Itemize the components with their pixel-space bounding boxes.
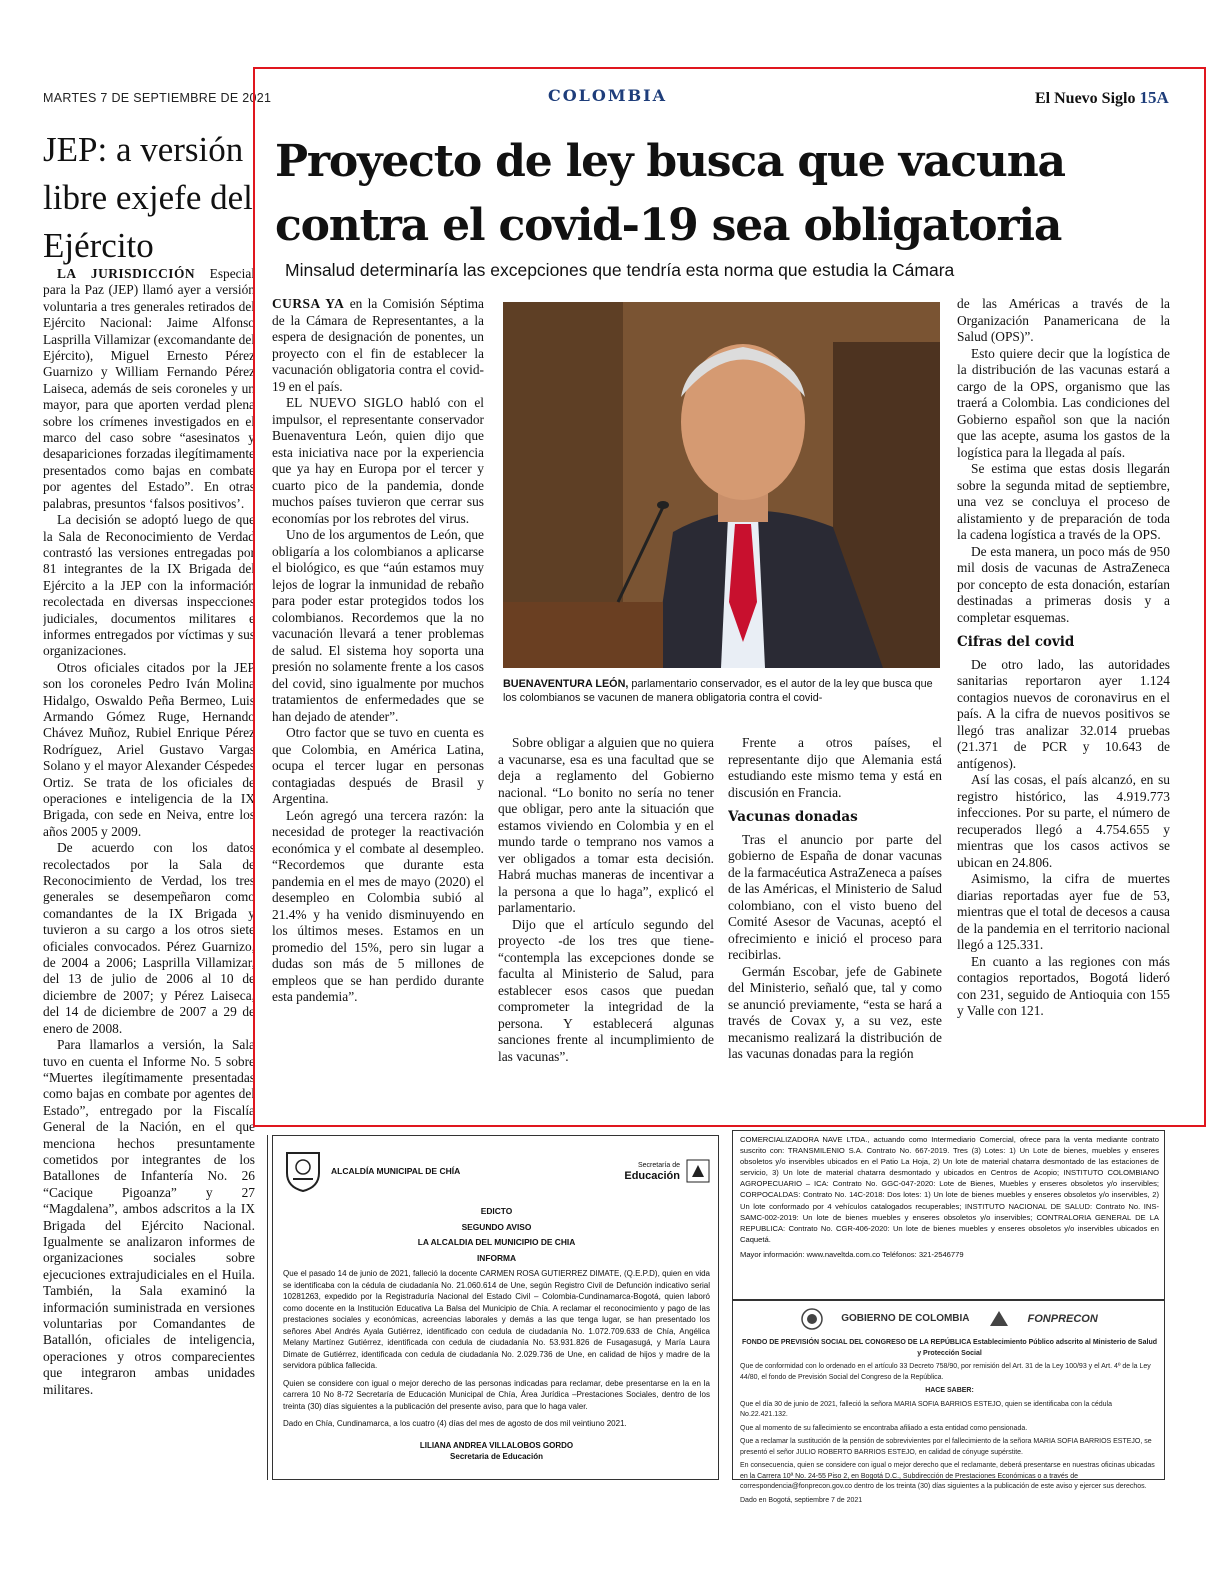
ad-chia-signer-role: Secretaria de Educación [450, 1452, 543, 1461]
ad-chia-signer: LILIANA ANDREA VILLALOBOS GORDO [419, 1440, 574, 1450]
left-paragraph: Para llamarlos a versión, la Sala tuvo en cuenta el Informe No. 5 sobre “Muertes ilegítimamente presentadas como bajas en combate por agentes del Estado”, entregado por la Fiscalía General de la Nación, en el que menciona hechos presuntamente cometidos por integrantes de los Batallones de Infantería No. 26 “Cacique Pigoanza” y 27 “Magdalena”, ambos adscritos a la IX Brigada del Ejército Nacional. Igualmente se analizaron informes de organizaciones sociales sobre ejecuciones extrajudiciales en el Huila. También, la Sala examinó la información suministrada en versiones voluntarias por Comandantes de Batallón, oficiales de inteligencia, operaciones y otros comparecientes que integraron ambas unidades militares. [43, 1037, 255, 1397]
ad-fonprecon-text: Que a reclamar la sustitución de la pensión de sobrevivientes por el fallecimiento de la señora MARIA SOFIA BARRIOS ESTEJO, se presentó el señor JULIO ROBERTO BARRIOS ESTEJO, en calidad de cónyuge supérstite. [740, 1438, 1152, 1456]
gobierno-seal-icon [801, 1308, 823, 1330]
ad-fonprecon-date: Dado en Bogotá, septiembre 7 de 2021 [740, 1496, 863, 1504]
ad-fonprecon-logos [740, 1303, 1159, 1335]
main-subheadline: Minsalud determinaría las excepciones que tendría esta norma que estudia la Cámara [285, 260, 955, 280]
gobierno-name: GOBIERNO DE COLOMBIA [841, 1313, 970, 1324]
photo-caption [503, 677, 940, 705]
ad-chia-logos [283, 1140, 710, 1202]
main-paragraph: Esto quiere decir que la logística de la distribución de las vacunas estará a cargo de la OPS, organismo que las traerá a Colombia. Las condiciones del Gobierno español son que la nación que las acepte, asuma los gastos de la logística para la llegada al país. [957, 345, 1170, 460]
main-column-3 [728, 735, 942, 1125]
left-paragraph: De acuerdo con los datos recolectados por la Sala de Reconocimiento de Verdad, los tres generales se desempeñaron como comandantes de la IX Brigada y tuvieron a su cargo a los otros siete oficiales convocados. Pérez Guarnizo, de 2004 a 2006; Lasprilla Villamizar, del 13 de julio de 2006 al 10 de diciembre de 2007; y Pérez Laiseca, del 14 de diciembre de 2007 a 29 de enero de 2008. [43, 840, 255, 1036]
brand-name: El Nuevo Siglo [1035, 90, 1136, 107]
photo-buenaventura-leon [503, 302, 940, 668]
main-paragraph: EL NUEVO SIGLO habló con el impulsor, el representante conservador Buenaventura León, quien dijo que esta iniciativa nace por la experiencia que ya hay en Europa por el tercer y cuarto pico de la pandemia, donde muchos países tuvieron que cerrar sus economías por los rebrotes del virus. [272, 395, 484, 526]
main-paragraph: Sobre obligar a alguien que no quiera a vacunarse, esa es una facultad que se deja a reglamento del Gobierno nacional. “Lo bonito no sería no tener que obligar, pero ante la situación que estamos viviendo en Colombia y en el mundo tarde o temprano nos vamos a ver obligados a tomar esta decisión. Habrá muchas maneras de incentivar a la persona a que lo haga”, explicó el parlamentario. [498, 735, 714, 915]
education-small: Secretaría de [637, 1162, 680, 1169]
ad-fonprecon-text: En consecuencia, quien se considere con igual o mejor derecho que el reclamante, deberá presentarse en nuestras oficinas ubicadas en la Carrera 10ª No. 24-55 Piso 2, en Bogotá D.C., Subdirección de Prestaciones Económicas o a través de correspondencia@fonprecon.gov.co dentro de los treinta (30) días siguientes a la publicación de este aviso y ejercer sus derechos. [740, 1462, 1155, 1490]
main-paragraph: de las Américas a través de la Organización Panamericana de la Salud (OPS)”. [957, 296, 1170, 344]
ad-chia [283, 1140, 710, 1463]
ad-chia-title: LA ALCALDIA DEL MUNICIPIO DE CHIA [417, 1237, 576, 1247]
main-paragraph: Asimismo, la cifra de muertes diarias reportadas ayer fue de 53, mientras que el total de decesos a causa de la pandemia en el territorio nacional llegó a 125.331. [957, 871, 1170, 952]
ad-fonprecon-header: FONDO DE PREVISIÓN SOCIAL DEL CONGRESO DE LA REPÚBLICA Establecimiento Público adscrito al Ministerio de Salud y Protección Social [741, 1339, 1157, 1357]
ad-chia-title: SEGUNDO AVISO [461, 1221, 532, 1232]
ad-comercial [740, 1134, 1159, 1260]
section-title: COLOMBIA [548, 86, 667, 105]
ad-fonprecon [740, 1303, 1159, 1509]
main-paragraph: De otro lado, las autoridades sanitarias reportaron ayer 1.124 contagios nuevos de coronavirus en el país. A la cifra de nuevos positivos se llegó tras analizar 32.014 pruebas (21.371 de PCR y 10.643 de antígenos). [957, 656, 1170, 771]
issue-date: MARTES 7 DE SEPTIEMBRE DE 2021 [43, 91, 272, 105]
education-logo-icon [686, 1159, 710, 1183]
subheading-cifras-del-covid: Cifras del covid [957, 634, 1075, 650]
main-column-2 [498, 735, 714, 1125]
main-lead-in: CURSA YA [272, 296, 345, 311]
main-paragraph: Uno de los argumentos de León, que obligaría a los colombianos a aplicarse el biológico, es que “aún estamos muy lejos de lograr la inmunidad de rebaño para poder estar protegidos todos los colombianos. Recordemos que la no vacunación llevará a tener problemas de salud. El sistema hoy soporta una presión no solamente frente a los casos del covid, sino igualmente por muchos tratamientos de enfermedades que se han dejado de atender”. [272, 527, 484, 724]
main-paragraph: Dijo que el artículo segundo del proyecto -de los tres que tiene- “contempla las excepciones donde se faculta al Ministerio de Salud, para establecer esos casos que puedan comprometer la integridad de la persona. Y establecerá algunas sanciones frente al incumplimiento de las vacunas”. [498, 916, 714, 1064]
main-paragraph: En cuanto a las regiones con más contagios reportados, Bogotá lideró con 231, seguido de Antioquia con 155 y Valle con 121. [957, 953, 1170, 1018]
main-paragraph: Frente a otros países, el representante dijo que Alemania está estudiando este mismo tema y está en discusión en Francia. [728, 735, 942, 800]
education-logo [624, 1159, 710, 1183]
ad-chia-body: Quien se considere con igual o mejor derecho de las personas indicadas para reclamar, debe presentarse en la en la carrera 10 No 8-72 Secretaría de Educación Municipal de Chía, Área Jurídica –Prestaciones Sociales, dentro de los treinta (30) días siguientes a la publicación del presente aviso, para que lo haga valer. [283, 1378, 710, 1411]
ad-fonprecon-hace-saber: HACE SABER: [925, 1387, 974, 1394]
subheading-vacunas-donadas: Vacunas donadas [728, 809, 858, 825]
main-paragraph: Otro factor que se tuvo en cuenta es que Colombia, en América Latina, ocupa el tercer lugar en personas contagiadas después de Brasil y Argentina. [272, 725, 484, 806]
municipality-logo [283, 1149, 460, 1193]
main-paragraph: De esta manera, un poco más de 950 mil dosis de vacunas de AstraZeneca por concepto de esta donación, estarían destinadas a primeras dosis y a completar esquemas. [957, 543, 1170, 625]
main-paragraph: Germán Escobar, jefe de Gabinete del Ministerio, señaló que, tal y como se anunció previamente, “esta se hará a través de Covax y, a su vez, este mecanismo realizará la distribución de las vacunas donadas para la región [728, 963, 942, 1061]
ad-chia-body: Que el pasado 14 de junio de 2021, falleció la docente CARMEN ROSA GUTIERREZ DIMATE, (Q.E.P.D), quien en vida se identificaba con la cédula de ciudadanía No. 21.060.614 de Une, según Registro Civil de Defunción indicativo serial 10281263, expedido por la Registraduría Nacional del Estado Civil – Colombia-Cundinamarca-Bogotá, quien laboró como docente en la Institución Educativa La Balsa del Municipio de Chía. A reclamar el reconocimiento y pago de las prestaciones sociales y económicas, acreencias laborales y demás a las que tenga lugar, se han presentado los señores Abel Andrés Ayala Gutiérrez, identificado con cedula de ciudadanía No. 1.072.709.633 de Chía, Angélica Melany Martínez Gutiérrez, identificada con cedula de ciudadanía No. 53.931.826 de Fusagasugá, y María Laura Dimate de Gutiérrez, identificada con cedula de ciudadanía No. 2.029.736 de Une, en calidad de hijos y madre de la servidora pública fallecida. [283, 1269, 710, 1370]
main-paragraph: Se estima que estas dosis llegarán sobre la segunda mitad de septiembre, una vez se concluya el proceso de alistamiento y de preparación de toda la cadena logística a través de la OPS. [957, 461, 1170, 542]
left-paragraph: La decisión se adoptó luego de que la Sala de Reconocimiento de Verdad contrastó las versiones entregadas por 81 integrantes de la IX Brigada del Ejército a la JEP con la información recolectada en diversas inspecciones judiciales, documentos militares e informes entregados por víctimas y sus organizaciones. [43, 512, 255, 659]
ad-chia-body: Dado en Chía, Cundinamarca, a los cuatro (4) días del mes de agosto de dos mil veintiuno 2021. [283, 1419, 627, 1428]
caption-name: BUENAVENTURA LEÓN, [503, 678, 629, 690]
fonprecon-name: FONPRECON [1027, 1312, 1098, 1325]
ad-comercial-text: COMERCIALIZADORA NAVE LTDA., actuando como Intermediario Comercial, ofrece para la venta mediante contrato suscrito con: TRANSMILENIO S.A. Contrato No. 667-2019. Tres (3) Lotes: 1) Un Lote de bienes, muebles y enseres obsoletos y/o inservibles ubicados en el Patio La Hoja, 2) Un lote de material chatarra desmontado de las estaciones de servicio, 3) Un lote de material chatarra desmontado y ubicados en Centros de Acopio; INSTITUTO COLOMBIANO AGROPECUARIO – ICA: Contrato No. GGC-047-2020: Lote de Bienes, Muebles y enseres obsoletos y/o inservibles; CORPOCALDAS: Contrato No. 14C-2018: Dos lotes: 1) Un lote de bienes muebles y enseres obsoletos y/o inservibles, 2) Un lote conformado por 4 vehículos catalogados recuperables; INSTITUTO NACIONAL DE SALUD: Contrato No. INS-SAMC-002-2019: Un lote de bienes muebles y enseres obsoletos y/o inservibles; CONTRALORIA GENERAL DE LA REPUBLICA: Contrato No. CGR-406-2020: Un lote de bienes muebles y enseres obsoletos y/o inservibles ubicados en Caquetá. [740, 1135, 1159, 1244]
column-divider [267, 1135, 268, 1480]
ad-fonprecon-text: Que de conformidad con lo ordenado en el artículo 33 Decreto 758/90, por remisión del Art. 31 de la Ley 100/93 y el Art. 4º de la Ley 44/80, el fondo de Previsión Social del Congreso de la República. [740, 1363, 1151, 1381]
main-paragraph: León agregó una tercera razón: la necesidad de proteger la reactivación económica y el combate al desempleo. “Recordemos que durante esta pandemia en el mes de mayo (2020) el desempleo en Colombia subió al 21.4% y ha venido disminuyendo en los últimos meses. Estamos en un promedio del 15%, pero sin lugar a dudas son más de 5 millones de empleos que se han perdido durante esta pandemia”. [272, 807, 484, 1004]
main-column-4 [957, 296, 1170, 1126]
main-headline: Proyecto de ley busca que vacuna contra el covid-19 sea obligatoria [275, 136, 1065, 251]
ad-fonprecon-text: Que el día 30 de junio de 2021, falleció la señora MARIA SOFIA BARRIOS ESTEJO, quien se identificaba con la cédula No.22.421.132. [740, 1400, 1112, 1418]
fonprecon-logo-icon [988, 1308, 1010, 1330]
ad-chia-title: INFORMA [476, 1252, 517, 1263]
left-story-body [43, 266, 255, 1481]
education-name: Educación [624, 1170, 680, 1182]
left-paragraph: Otros oficiales citados por la JEP son los coroneles Pedro Iván Molina Hidalgo, Oswaldo Peña Bermeo, Luis Armando Gómez Ruge, Hernando Chávez Muñoz, Rubiel Enrique Pérez Rodríguez, Ariel Gustavo Vargas Solano y el mayor Alexander Céspedes Ortiz. Se trata de los oficiales de operaciones e inteligencia de la IX Brigada, con sede en Neiva, entre los años 2005 y 2009. [43, 659, 255, 839]
portrait-illustration [503, 302, 940, 668]
page-number: 15A [1139, 88, 1169, 107]
coat-of-arms-icon [283, 1149, 323, 1193]
main-column-1 [272, 296, 484, 1126]
municipality-name: ALCALDÍA MUNICIPAL DE CHÍA [331, 1165, 461, 1176]
ad-comercial-contact: Mayor información: www.naveltda.com.co Teléfonos: 321-2546779 [740, 1249, 964, 1259]
left-story-headline: JEP: a versión libre exjefe del Ejército [43, 130, 253, 265]
main-paragraph: Tras el anuncio por parte del gobierno de España de donar vacunas de la farmacéutica AstraZeneca a países de las Américas, el Ministerio de Salud colombiano, con el visto bueno del Comité Asesor de Vacunas, aceptó el ofrecimiento e inició el proceso para recibirlas. [728, 831, 942, 962]
ad-chia-title: EDICTO [480, 1206, 513, 1216]
left-lead-in: LA JURISDICCIÓN [57, 266, 196, 281]
left-paragraph: LA JURISDICCIÓN Especial para la Paz (JEP) llamó ayer a versión voluntaria a tres generales retirados del Ejército Nacional: Jaime Alfonso Lasprilla Villamizar (excomandante del Ejército), Miguel Ernesto Pérez Guarnizo y William Fernando Pérez Laiseca, además de seis coroneles y un mayor, para que aporten verdad plena sobre los crímenes investigados en el marco del caso sobre “asesinatos y desapariciones forzadas ilegítimamente presentados como bajas en combate por agentes del Estado”. En otras palabras, presuntos ‘falsos positivos’. [43, 266, 255, 511]
caption-text: parlamentario conservador, es el autor de la ley que busca que los colombianos se vacunen de manera obligatoria contra el covid- [503, 678, 933, 704]
ad-fonprecon-text: Que al momento de su fallecimiento se encontraba afiliado a esta entidad como pensionada. [740, 1424, 1028, 1432]
main-paragraph: Así las cosas, el país alcanzó, en su registro histórico, las 4.919.773 infecciones. Por su parte, el número de recuperados llegó a 4.754.655 y mientras que los casos activos se ubican en 24.806. [957, 772, 1170, 870]
main-paragraph: CURSA YA en la Comisión Séptima de la Cámara de Representantes, a la espera de designación de ponentes, un proyecto con el fin de establecer la vacunación obligatoria contra el covid-19 en el país. [272, 296, 484, 394]
